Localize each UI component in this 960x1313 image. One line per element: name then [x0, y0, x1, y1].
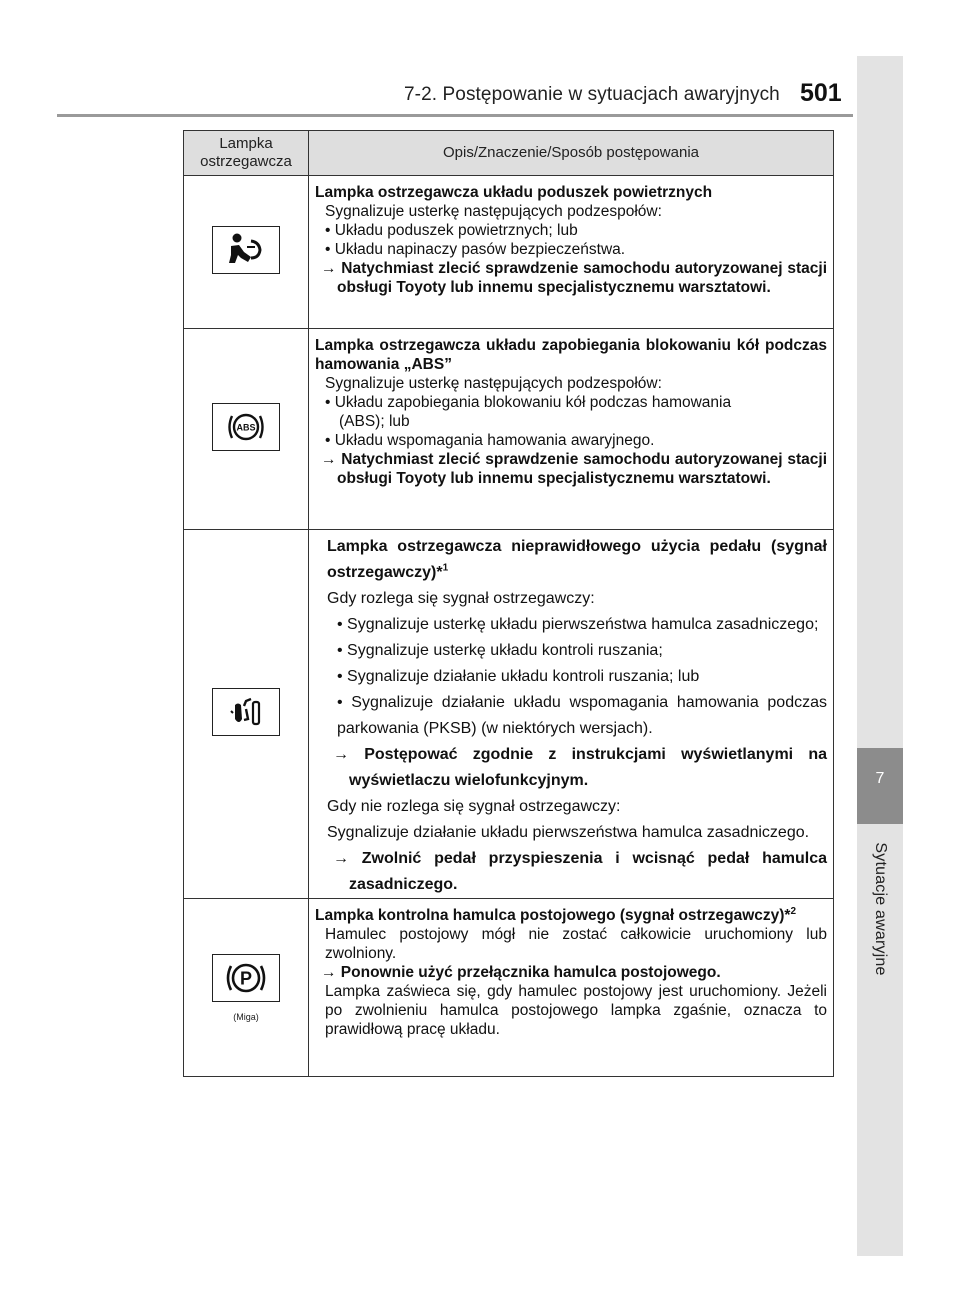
pedal-misuse-warning-icon — [212, 688, 280, 736]
description-line: Gdy nie rozlega się sygnał ostrzegawczy: — [327, 798, 621, 815]
icon-note: (Miga) — [233, 1011, 259, 1022]
description-line: Sygnalizuje usterkę następujących podzespołów: — [325, 203, 662, 220]
page-number: 501 — [800, 79, 842, 107]
warning-title — [327, 534, 827, 586]
bullet-item: • Sygnalizuje usterkę układu kontroli ruszania; — [337, 642, 663, 659]
bullet-item: • Układu wspomagania hamowania awaryjnego. — [325, 432, 655, 449]
table-row — [184, 899, 834, 1077]
svg-text:ABS: ABS — [236, 422, 256, 432]
chapter-side-tab — [857, 56, 903, 1256]
column-header-description: Opis/Znaczenie/Sposób postępowania — [309, 131, 834, 176]
table-header-row — [184, 131, 834, 176]
parking-brake-icon — [212, 954, 280, 1002]
action-instruction: → Ponownie użyć przełącznika hamulca postojowego. — [321, 964, 721, 981]
warning-title: Lampka ostrzegawcza układu zapobiegania blokowaniu kół podczas hamowania „ABS” — [315, 337, 827, 373]
bullet-item: • Sygnalizuje działanie układu kontroli ruszania; lub — [337, 668, 700, 685]
abs-warning-icon — [212, 403, 280, 451]
description-line: Hamulec postojowy mógł nie zostać całkowicie uruchomiony lub zwolniony. — [325, 926, 827, 962]
bullet-item-continuation: (ABS); lub — [339, 413, 410, 430]
bullet-item: • Układu napinaczy pasów bezpieczeństwa. — [325, 241, 626, 258]
warning-lights-table — [183, 130, 834, 1077]
table-row — [184, 329, 834, 530]
description-line: Sygnalizuje działanie układu pierwszeństwa hamulca zasadniczego. — [327, 824, 810, 841]
table-row — [184, 176, 834, 329]
description-cell — [309, 329, 834, 530]
description-cell — [309, 530, 834, 899]
description-line: Gdy rozlega się sygnał ostrzegawczy: — [327, 590, 595, 607]
footnote-marker: 2 — [790, 905, 796, 917]
bullet-item: • Układu zapobiegania blokowaniu kół podczas hamowania — [325, 394, 732, 411]
chapter-number: 7 — [875, 770, 885, 787]
bullet-item: • Sygnalizuje usterkę układu pierwszeństwa hamulca zasadniczego; — [337, 616, 819, 633]
description-line: Sygnalizuje usterkę następujących podzespołów: — [325, 375, 662, 392]
column-header-warning-light — [184, 131, 309, 176]
warning-title-text: Lampka kontrolna hamulca postojowego (sygnał ostrzegawczy)* — [315, 907, 791, 924]
description-line: Lampka zaświeca się, gdy hamulec postojowy jest uruchomiony. Jeżeli po zwolnieniu hamulca postojowego lampka zgaśnie, oznacza to prawidłową pracę układu. — [325, 983, 827, 1038]
icon-cell — [184, 329, 309, 530]
warning-title — [315, 906, 827, 925]
column-header-warning-light-text: Lampka ostrzegawcza — [200, 135, 292, 170]
action-instruction: → Natychmiast zlecić sprawdzenie samochodu autoryzowanej stacji obsługi Toyoty lub innemu specjalistycznemu warsztatowi. — [321, 260, 827, 296]
action-instruction: → Postępować zgodnie z instrukcjami wyświetlanymi na wyświetlaczu wielofunkcyjnym. — [333, 746, 827, 789]
svg-text:P: P — [239, 968, 253, 988]
icon-cell — [184, 176, 309, 329]
bullet-item: • Sygnalizuje działanie układu wspomagania hamowania podczas parkowania (PKSB) (w niektórych wersjach). — [337, 694, 827, 737]
description-cell — [309, 176, 834, 329]
header-divider — [57, 114, 853, 117]
action-instruction: → Natychmiast zlecić sprawdzenie samochodu autoryzowanej stacji obsługi Toyoty lub innemu specjalistycznemu warsztatowi. — [321, 451, 827, 487]
footnote-marker: 1 — [442, 562, 449, 574]
icon-cell — [184, 899, 309, 1077]
airbag-warning-icon — [212, 226, 280, 274]
action-instruction: → Zwolnić pedał przyspieszenia i wcisnąć pedał hamulca zasadniczego. — [333, 850, 827, 893]
icon-cell — [184, 530, 309, 899]
chapter-title: Sytuacje awaryjne — [872, 842, 889, 976]
section-header-title: 7-2. Postępowanie w sytuacjach awaryjnych — [404, 84, 780, 105]
description-cell — [309, 899, 834, 1077]
table-row — [184, 530, 834, 899]
warning-title: Lampka ostrzegawcza układu poduszek powietrznych — [315, 184, 713, 201]
bullet-item: • Układu poduszek powietrznych; lub — [325, 222, 578, 239]
warning-title-text: Lampka ostrzegawcza nieprawidłowego użycia pedału (sygnał ostrzegawczy)* — [327, 538, 827, 581]
